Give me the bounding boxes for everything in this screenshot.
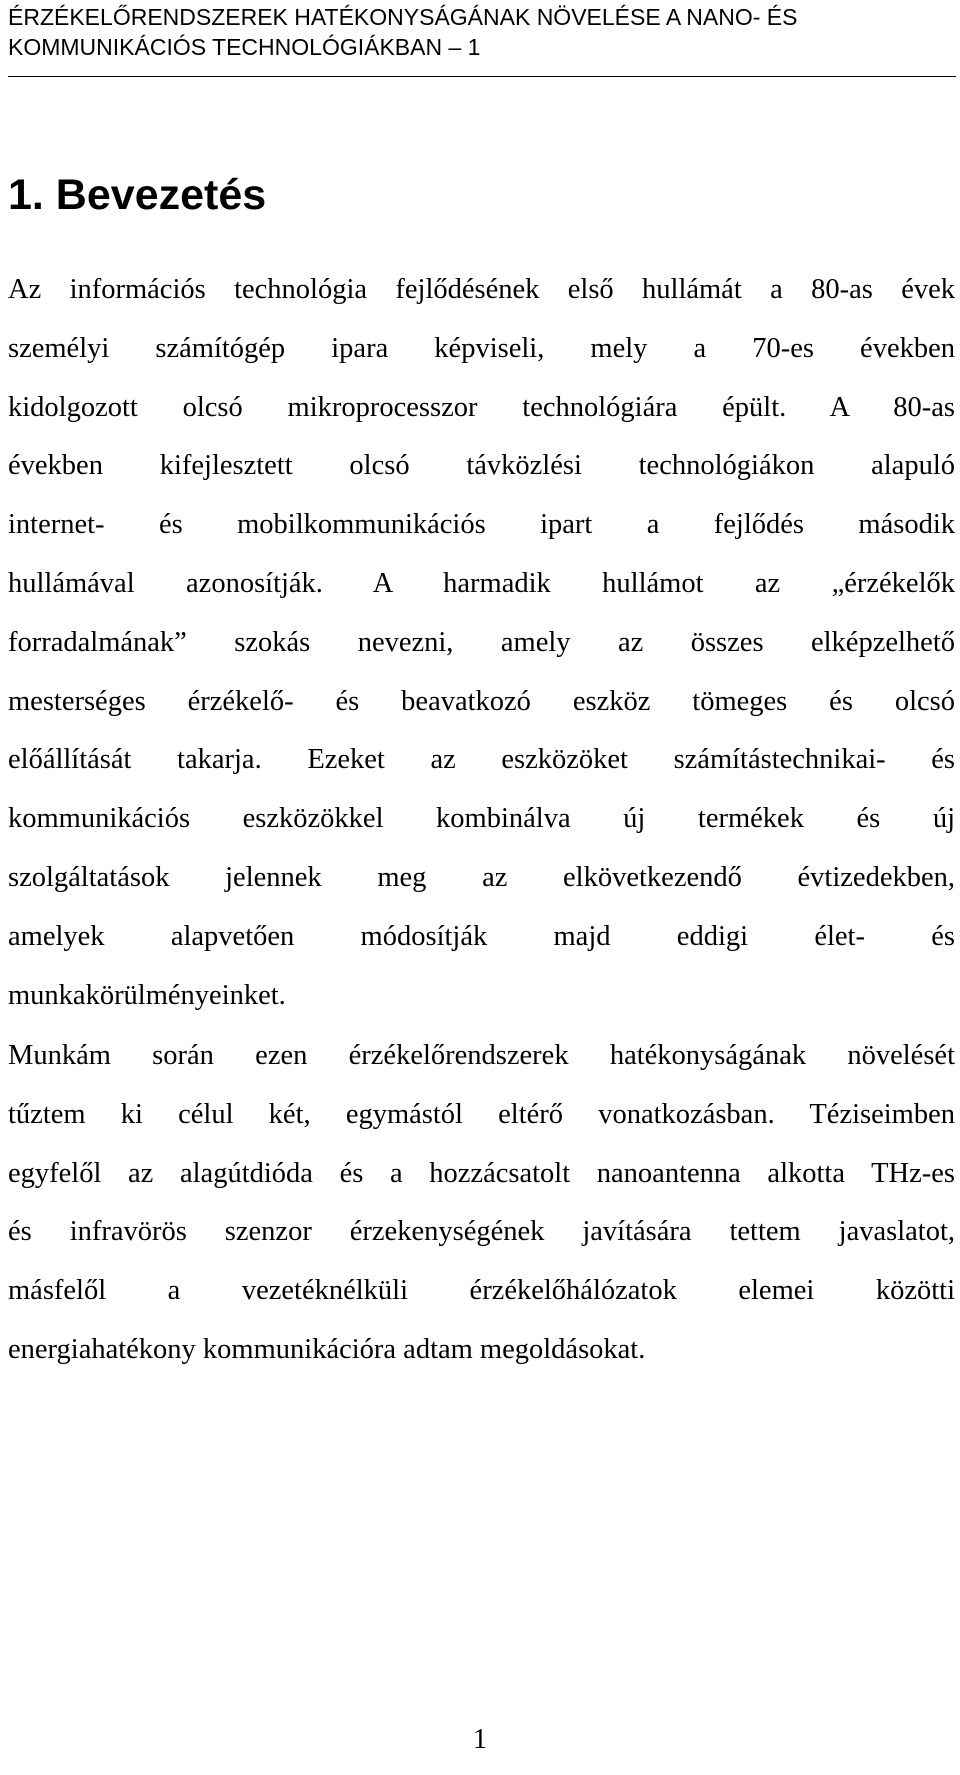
running-header-line-2: KOMMUNIKÁCIÓS TECHNOLÓGIÁKBAN – 1: [8, 34, 481, 60]
paragraph-line: előállítását takarja. Ezeket az eszközöket számítástechnikai- és: [8, 744, 955, 776]
paragraph-line: Az információs technológia fejlődésének első hullámát a 80-as évek: [8, 274, 955, 305]
paragraph-1: [8, 261, 955, 1025]
paragraph-line: szolgáltatások jelennek meg az elkövetkezendő évtizedekben,: [8, 861, 955, 893]
paragraph-line: egyfelől az alagútdióda és a hozzácsatolt nanoantenna alkotta THz-es: [8, 1157, 955, 1189]
paragraph-line: években kifejlesztett olcsó távközlési technológiákon alapuló: [8, 450, 955, 482]
paragraph-line: másfelől a vezetéknélküli érzékelőhálózatok elemei közötti: [8, 1275, 955, 1307]
paragraph-line: személyi számítógép ipara képviseli, mely a 70-es években: [8, 332, 955, 364]
paragraph-line: amelyek alapvetően módosítják majd eddigi élet- és: [8, 920, 955, 952]
header-divider: [8, 76, 956, 77]
running-header: [8, 2, 956, 62]
paragraph-line: hullámával azonosítják. A harmadik hullámot az „érzékelők: [8, 567, 955, 599]
running-header-line-1: ÉRZÉKELŐRENDSZEREK HATÉKONYSÁGÁNAK NÖVELÉSE A NANO- ÉS: [8, 4, 798, 30]
paragraph-line: munkakörülményeinket.: [8, 979, 286, 1011]
section-heading: 1. Bevezetés: [8, 171, 267, 219]
paragraph-line: energiahatékony kommunikációra adtam megoldásokat.: [8, 1333, 646, 1365]
paragraph-line: internet- és mobilkommunikációs ipart a fejlődés második: [8, 509, 955, 541]
paragraph-line: Munkám során ezen érzékelőrendszerek hatékonyságának növelését: [8, 1040, 955, 1071]
paragraph-line: forradalmának” szokás nevezni, amely az összes elképzelhető: [8, 626, 955, 658]
paragraph-line: kidolgozott olcsó mikroprocesszor technológiára épült. A 80-as: [8, 391, 955, 423]
paragraph-line: kommunikációs eszközökkel kombinálva új termékek és új: [8, 803, 955, 835]
paragraph-line: és infravörös szenzor érzekenységének javítására tettem javaslatot,: [8, 1216, 955, 1248]
paragraph-line: mesterséges érzékelő- és beavatkozó eszköz tömeges és olcsó: [8, 685, 955, 717]
paragraph-2: [8, 1027, 955, 1380]
page-number: 1: [472, 1724, 488, 1755]
paragraph-line: tűztem ki célul két, egymástól eltérő vonatkozásban. Téziseimben: [8, 1098, 955, 1130]
